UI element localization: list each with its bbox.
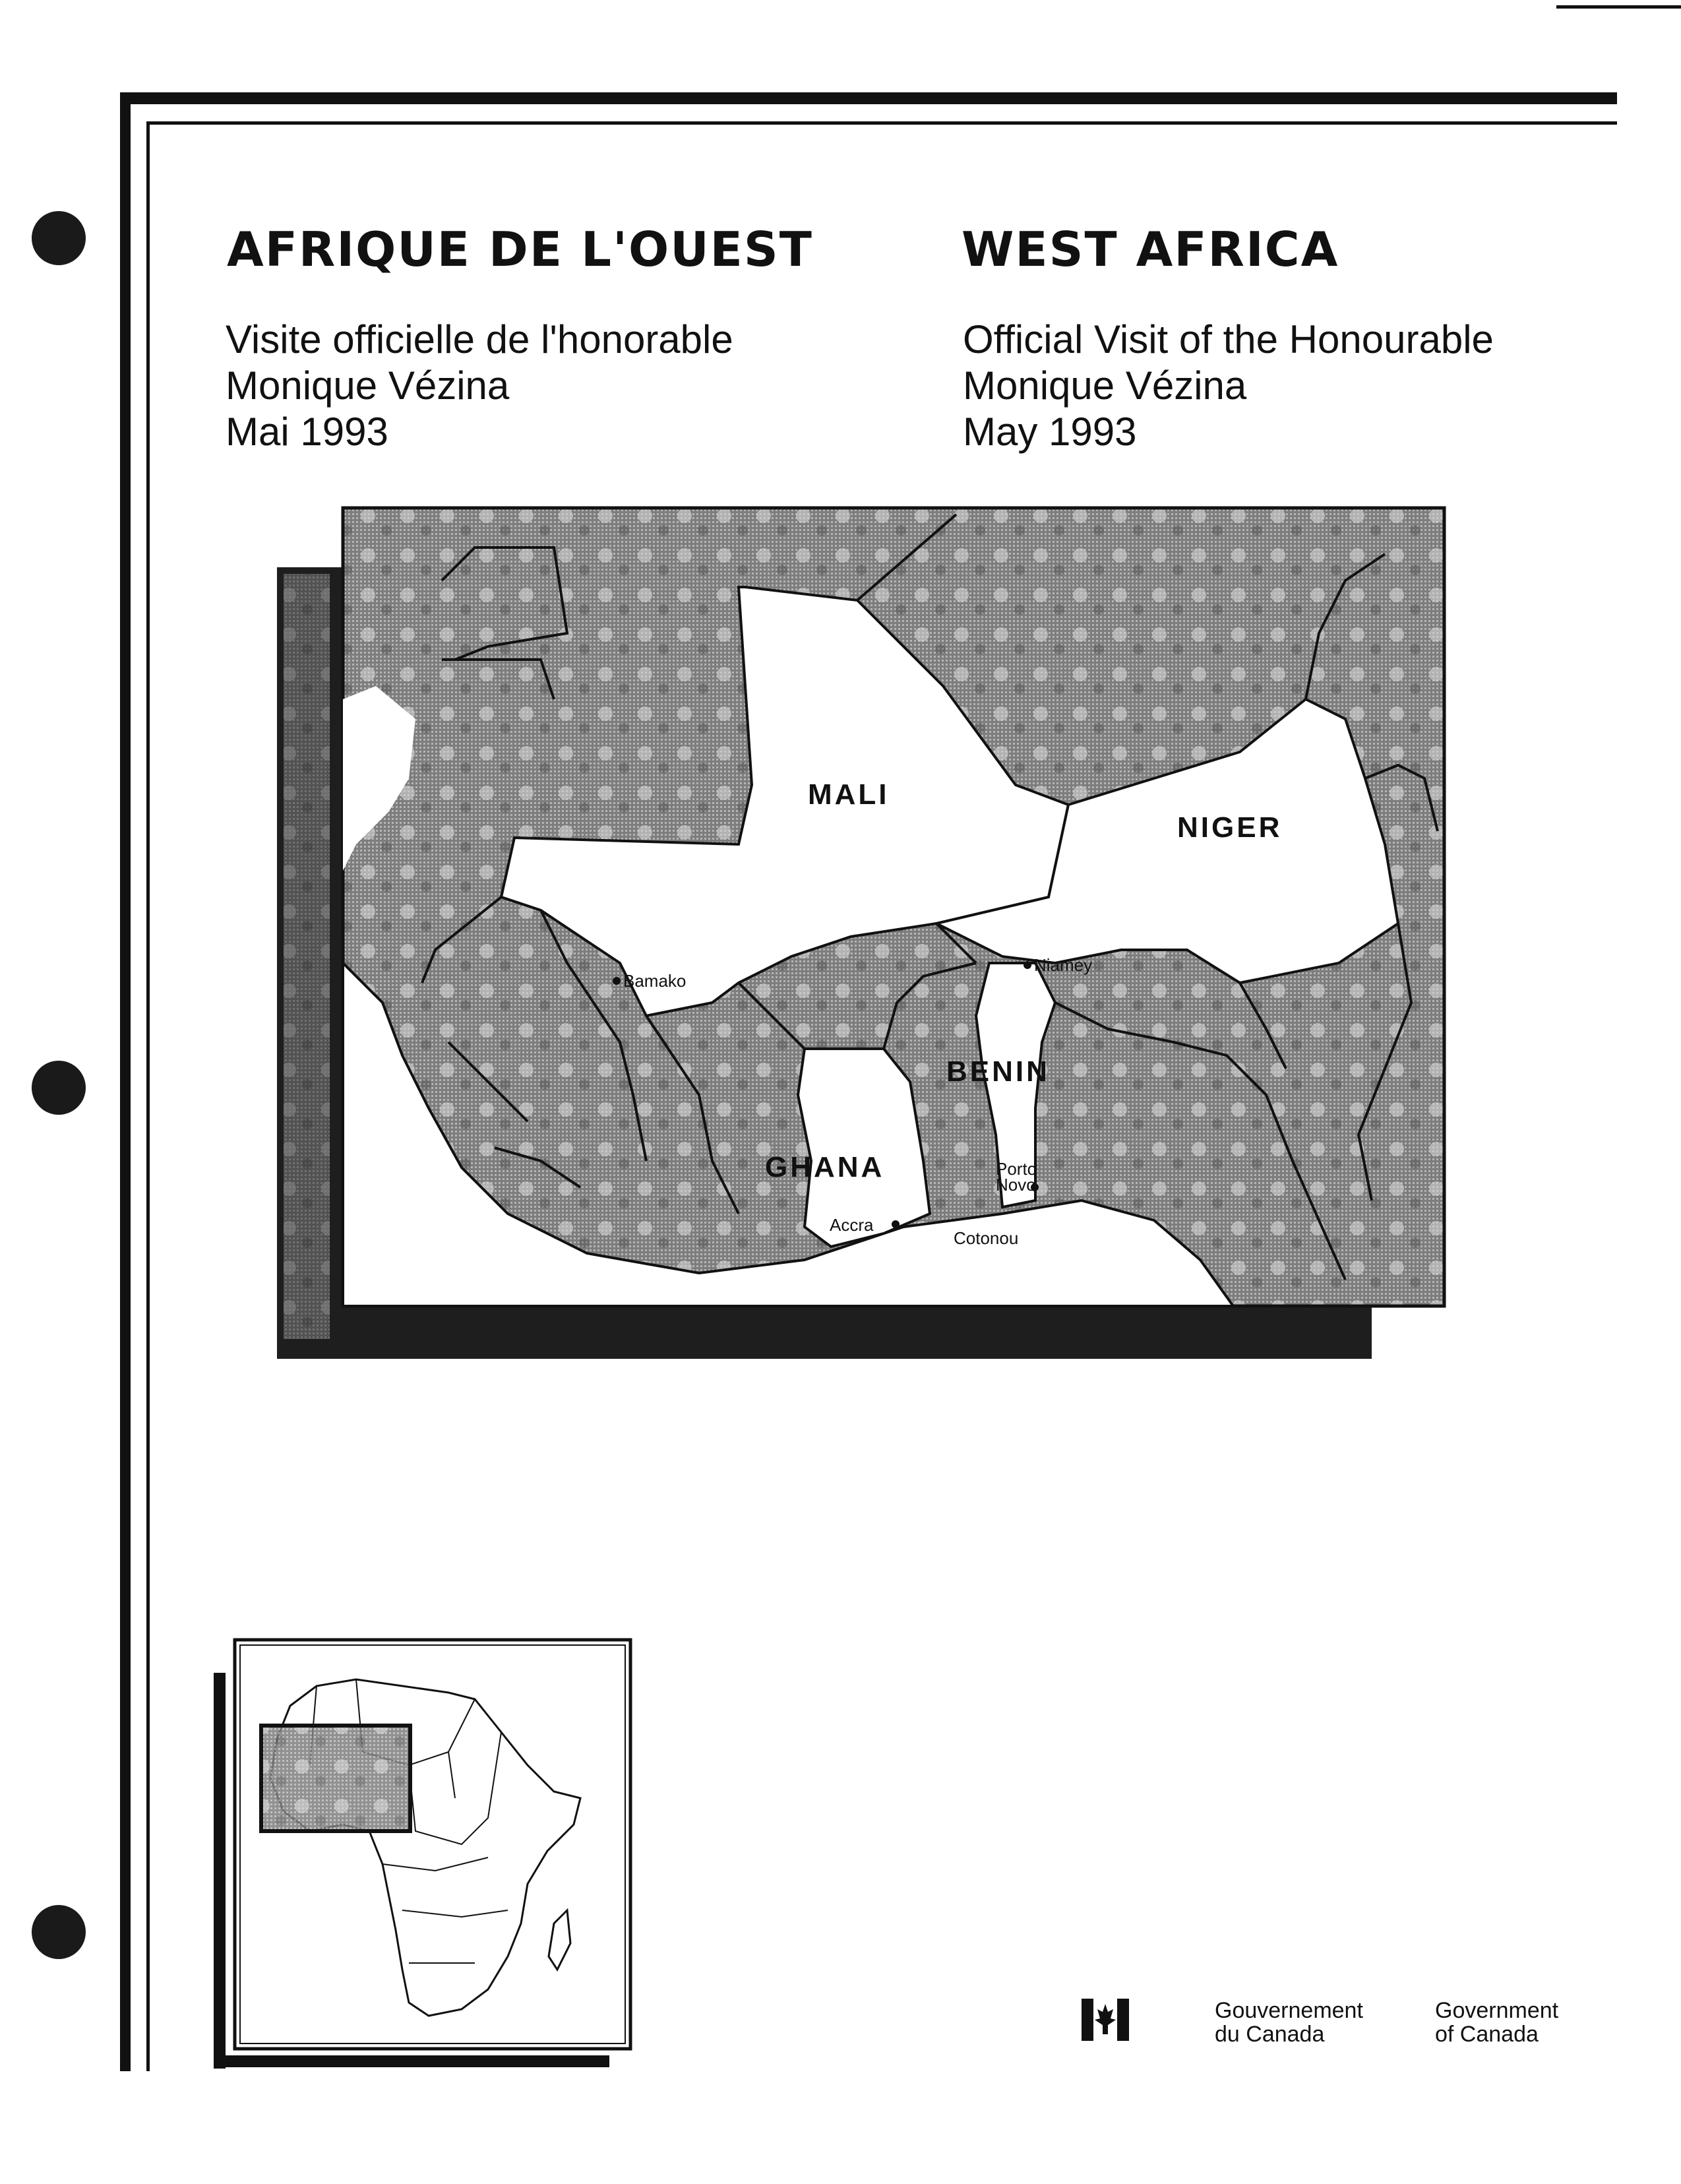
city-label-porto-novo: Porto Novo — [996, 1159, 1037, 1195]
city-label-niamey: Niamey — [1034, 955, 1093, 975]
frame-top-thick — [120, 92, 1617, 104]
country-label-niger: NIGER — [1177, 811, 1283, 844]
frame-left-thick — [120, 92, 131, 2071]
city-label-cotonou: Cotonou — [954, 1228, 1019, 1248]
west-africa-map — [277, 501, 1451, 1359]
frame-top-thin — [146, 121, 1617, 125]
country-label-mali: MALI — [808, 778, 890, 811]
binder-hole-icon — [32, 1905, 86, 1959]
government-name-french: Gouvernement du Canada — [1215, 1998, 1363, 2047]
africa-inset-map — [211, 1633, 640, 2069]
frame-left-thin — [146, 121, 150, 2071]
canada-flag-symbol-icon — [1082, 1999, 1129, 2041]
french-title: AFRIQUE DE L'OUEST — [227, 222, 813, 277]
english-title: WEST AFRICA — [962, 222, 1339, 277]
corner-mark — [1556, 5, 1681, 9]
country-label-benin: BENIN — [946, 1055, 1050, 1088]
french-subtitle: Visite officielle de l'honorable Monique Vézina Mai 1993 — [226, 317, 733, 454]
country-label-ghana: GHANA — [765, 1151, 885, 1183]
city-label-bamako: Bamako — [623, 971, 687, 991]
government-name-english: Government of Canada — [1435, 1998, 1559, 2047]
africa-inset-graphic — [211, 1633, 640, 2069]
city-label-accra: Accra — [830, 1215, 874, 1235]
english-subtitle: Official Visit of the Honourable Monique Vézina May 1993 — [963, 317, 1494, 454]
binder-hole-icon — [32, 1061, 86, 1115]
binder-hole-icon — [32, 211, 86, 265]
